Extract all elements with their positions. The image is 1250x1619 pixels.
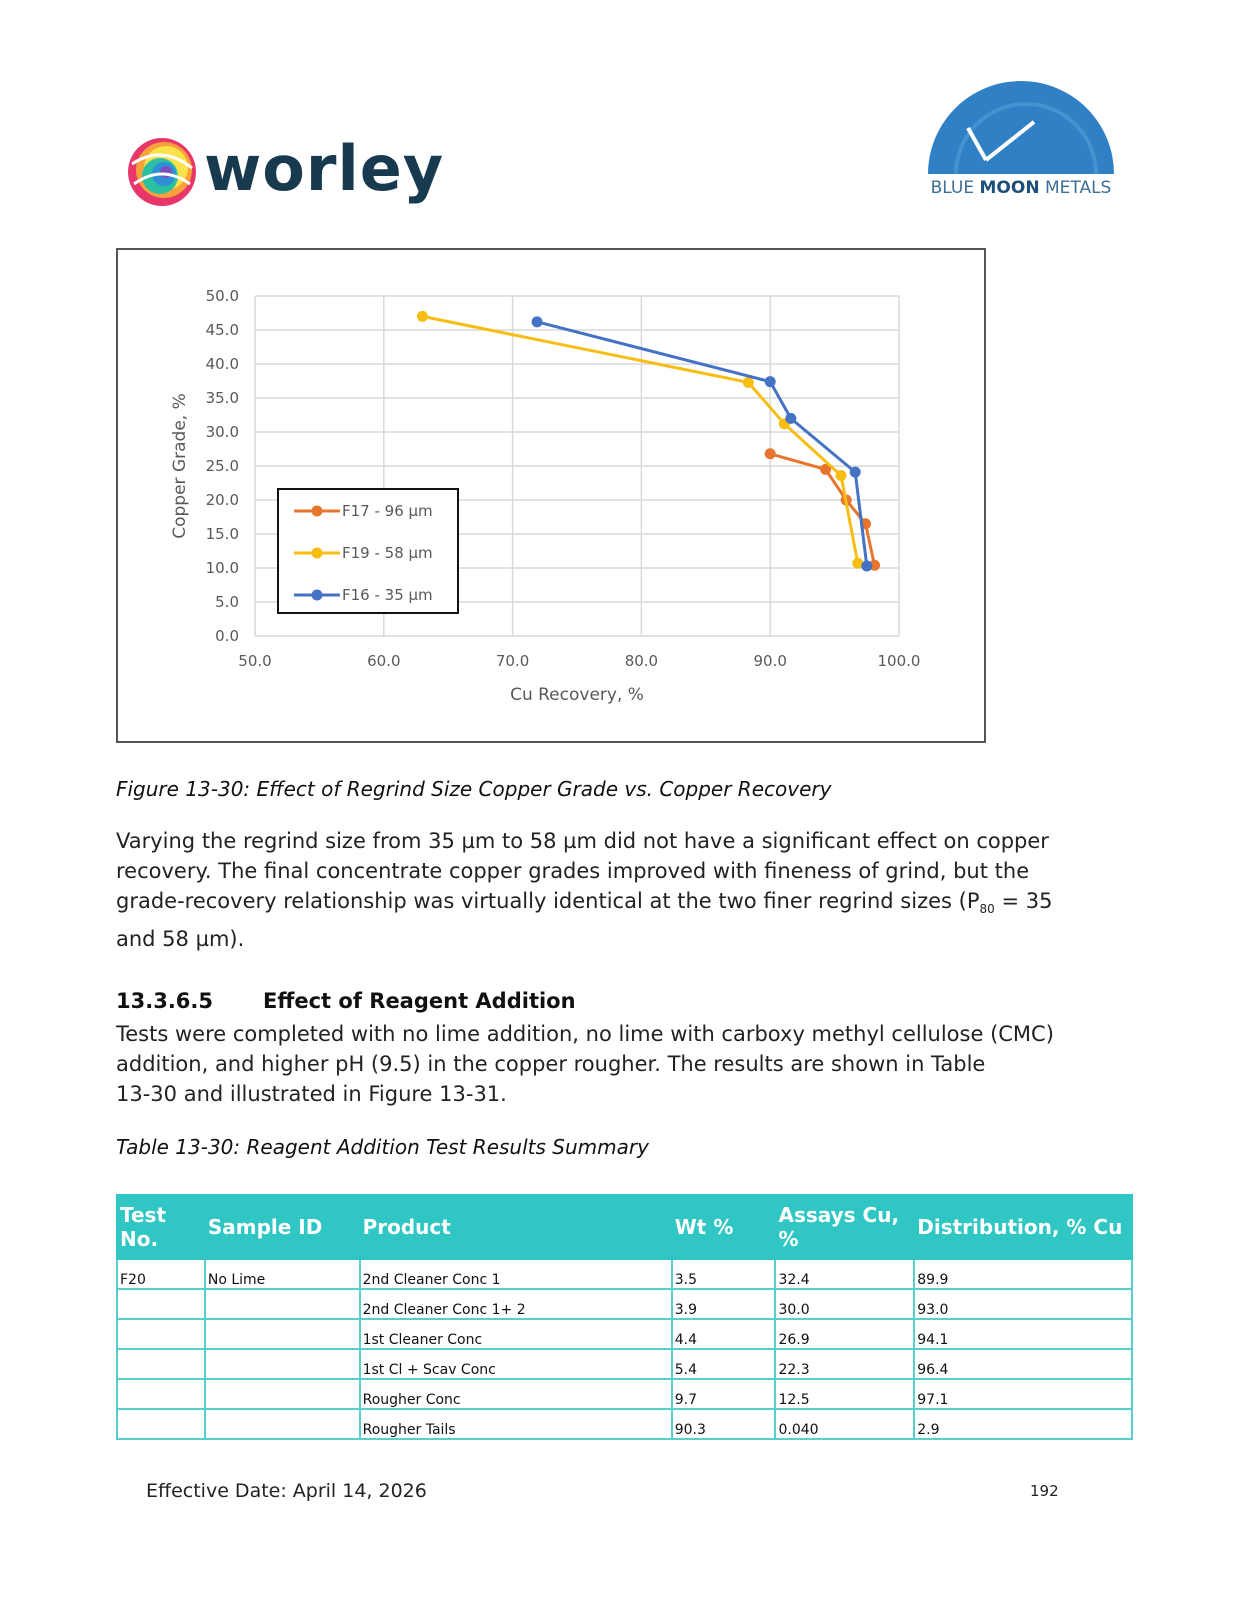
table-cell: 3.5 [672, 1259, 776, 1289]
y-tick-label: 15.0 [205, 525, 239, 543]
table-cell: 0.040 [775, 1409, 914, 1439]
table-cell: 3.9 [672, 1289, 776, 1319]
table-row [117, 1319, 1132, 1349]
section-number: 13.3.6.5 [116, 989, 213, 1013]
data-point [765, 376, 776, 387]
legend-swatch-marker [312, 590, 323, 601]
blue-moon-metals-logo [916, 78, 1126, 203]
table-row [117, 1349, 1132, 1379]
series-line [537, 322, 867, 566]
y-tick-label: 10.0 [205, 559, 239, 577]
paragraph-line: recovery. The final concentrate copper grades improved with fineness of grind, but the [116, 859, 1030, 883]
paragraph-line: 13-30 and illustrated in Figure 13-31. [116, 1082, 507, 1106]
chart-canvas [118, 250, 984, 741]
table-cell: 12.5 [775, 1379, 914, 1409]
y-tick-label: 50.0 [205, 287, 239, 305]
table-row [117, 1409, 1132, 1439]
paragraph-line: and 58 µm). [116, 927, 245, 952]
paragraph-line: Varying the regrind size from 35 µm to 58 µm did not have a significant effect on copper [116, 829, 1049, 853]
table-cell: Rougher Tails [360, 1409, 672, 1439]
table-row [117, 1379, 1132, 1409]
table-cell [117, 1289, 205, 1319]
table-cell [205, 1289, 360, 1319]
legend-swatch-marker [312, 506, 323, 517]
grade-recovery-chart [116, 248, 986, 743]
table-row [117, 1259, 1132, 1289]
table-cell: 32.4 [775, 1259, 914, 1289]
table-cell: 5.4 [672, 1349, 776, 1379]
y-tick-label: 0.0 [215, 627, 239, 645]
legend-label: F19 - 58 µm [342, 544, 433, 562]
header-sample-id: Sample ID [205, 1195, 360, 1259]
header-product: Product [360, 1195, 672, 1259]
worley-swirl-icon [124, 134, 200, 210]
y-tick-label: 35.0 [205, 389, 239, 407]
footer-effective-date: Effective Date: April 14, 2026 [146, 1480, 427, 1502]
x-axis-label: Cu Recovery, % [510, 685, 644, 705]
data-point [861, 560, 872, 571]
x-tick-label: 100.0 [877, 652, 921, 670]
table-cell: No Lime [205, 1259, 360, 1289]
paragraph-line: addition, and higher pH (9.5) in the copper rougher. The results are shown in Table [116, 1052, 986, 1076]
table-cell: 2nd Cleaner Conc 1 [360, 1259, 672, 1289]
data-point [785, 413, 796, 424]
data-point [836, 470, 847, 481]
legend-label: F17 - 96 µm [342, 502, 433, 520]
header-assays-cu: Assays Cu, % [775, 1195, 914, 1259]
table-cell [205, 1319, 360, 1349]
table-cell [205, 1379, 360, 1409]
section-title: Effect of Reagent Addition [263, 989, 576, 1013]
table-cell: 90.3 [672, 1409, 776, 1439]
table-cell: 9.7 [672, 1379, 776, 1409]
figure-caption: Figure 13-30: Effect of Regrind Size Copper Grade vs. Copper Recovery [116, 777, 832, 801]
table-cell [205, 1409, 360, 1439]
y-axis-label: Copper Grade, % [170, 393, 190, 539]
section-heading [116, 989, 576, 1013]
x-tick-label: 70.0 [495, 652, 530, 670]
table-cell: 1st Cl + Scav Conc [360, 1349, 672, 1379]
table-cell [117, 1349, 205, 1379]
worley-logo [124, 134, 444, 214]
table-cell: 97.1 [914, 1379, 1132, 1409]
p80-subscript: 80 [979, 902, 995, 917]
y-tick-label: 25.0 [205, 457, 239, 475]
blue-moon-metals-wordmark: BLUE MOON METALS [930, 178, 1112, 198]
series-line [422, 316, 857, 563]
legend-swatch-marker [312, 548, 323, 559]
regrind-paragraph [116, 826, 1136, 954]
table-cell: 22.3 [775, 1349, 914, 1379]
table-cell: 1st Cleaner Conc [360, 1319, 672, 1349]
header-distribution-cu: Distribution, % Cu [914, 1195, 1132, 1259]
y-tick-label: 5.0 [215, 593, 239, 611]
table-caption: Table 13-30: Reagent Addition Test Results Summary [116, 1135, 649, 1159]
table-header-row [117, 1195, 1132, 1259]
table-cell: 93.0 [914, 1289, 1132, 1319]
x-tick-label: 50.0 [238, 652, 272, 670]
table-cell: Rougher Conc [360, 1379, 672, 1409]
x-tick-label: 60.0 [367, 652, 401, 670]
table-cell [117, 1379, 205, 1409]
x-tick-label: 90.0 [753, 652, 787, 670]
header-test-no: Test No. [117, 1195, 205, 1259]
table-cell: 96.4 [914, 1349, 1132, 1379]
footer-page-number: 192 [1030, 1482, 1059, 1500]
worley-wordmark: worley [204, 132, 445, 205]
table-cell: 30.0 [775, 1289, 914, 1319]
table-cell: 2.9 [914, 1409, 1132, 1439]
table-cell: 94.1 [914, 1319, 1132, 1349]
table-cell: 4.4 [672, 1319, 776, 1349]
y-tick-label: 40.0 [205, 355, 239, 373]
header-wt-percent: Wt % [672, 1195, 776, 1259]
table-cell: 89.9 [914, 1259, 1132, 1289]
data-point [417, 311, 428, 322]
y-tick-label: 45.0 [205, 321, 239, 339]
reagent-paragraph [116, 1019, 1136, 1109]
data-point [850, 467, 861, 478]
reagent-results-table [116, 1194, 1133, 1440]
y-tick-label: 20.0 [205, 491, 239, 509]
table-cell [117, 1319, 205, 1349]
paragraph-line: grade-recovery relationship was virtually identical at the two finer regrind sizes ($P_{80} = 35$ [116, 889, 1053, 917]
x-tick-label: 80.0 [624, 652, 659, 670]
moon-clock-icon [916, 78, 1126, 178]
table-cell [117, 1409, 205, 1439]
table-cell: F20 [117, 1259, 205, 1289]
data-point [532, 316, 543, 327]
table-cell: 2nd Cleaner Conc 1+ 2 [360, 1289, 672, 1319]
paragraph-line: Tests were completed with no lime addition, no lime with carboxy methyl cellulose (CMC) [116, 1022, 1054, 1046]
legend-label: F16 - 35 µm [342, 586, 433, 604]
table-cell [205, 1349, 360, 1379]
table-cell: 26.9 [775, 1319, 914, 1349]
data-point [765, 448, 776, 459]
table-row [117, 1289, 1132, 1319]
y-tick-label: 30.0 [205, 423, 239, 441]
